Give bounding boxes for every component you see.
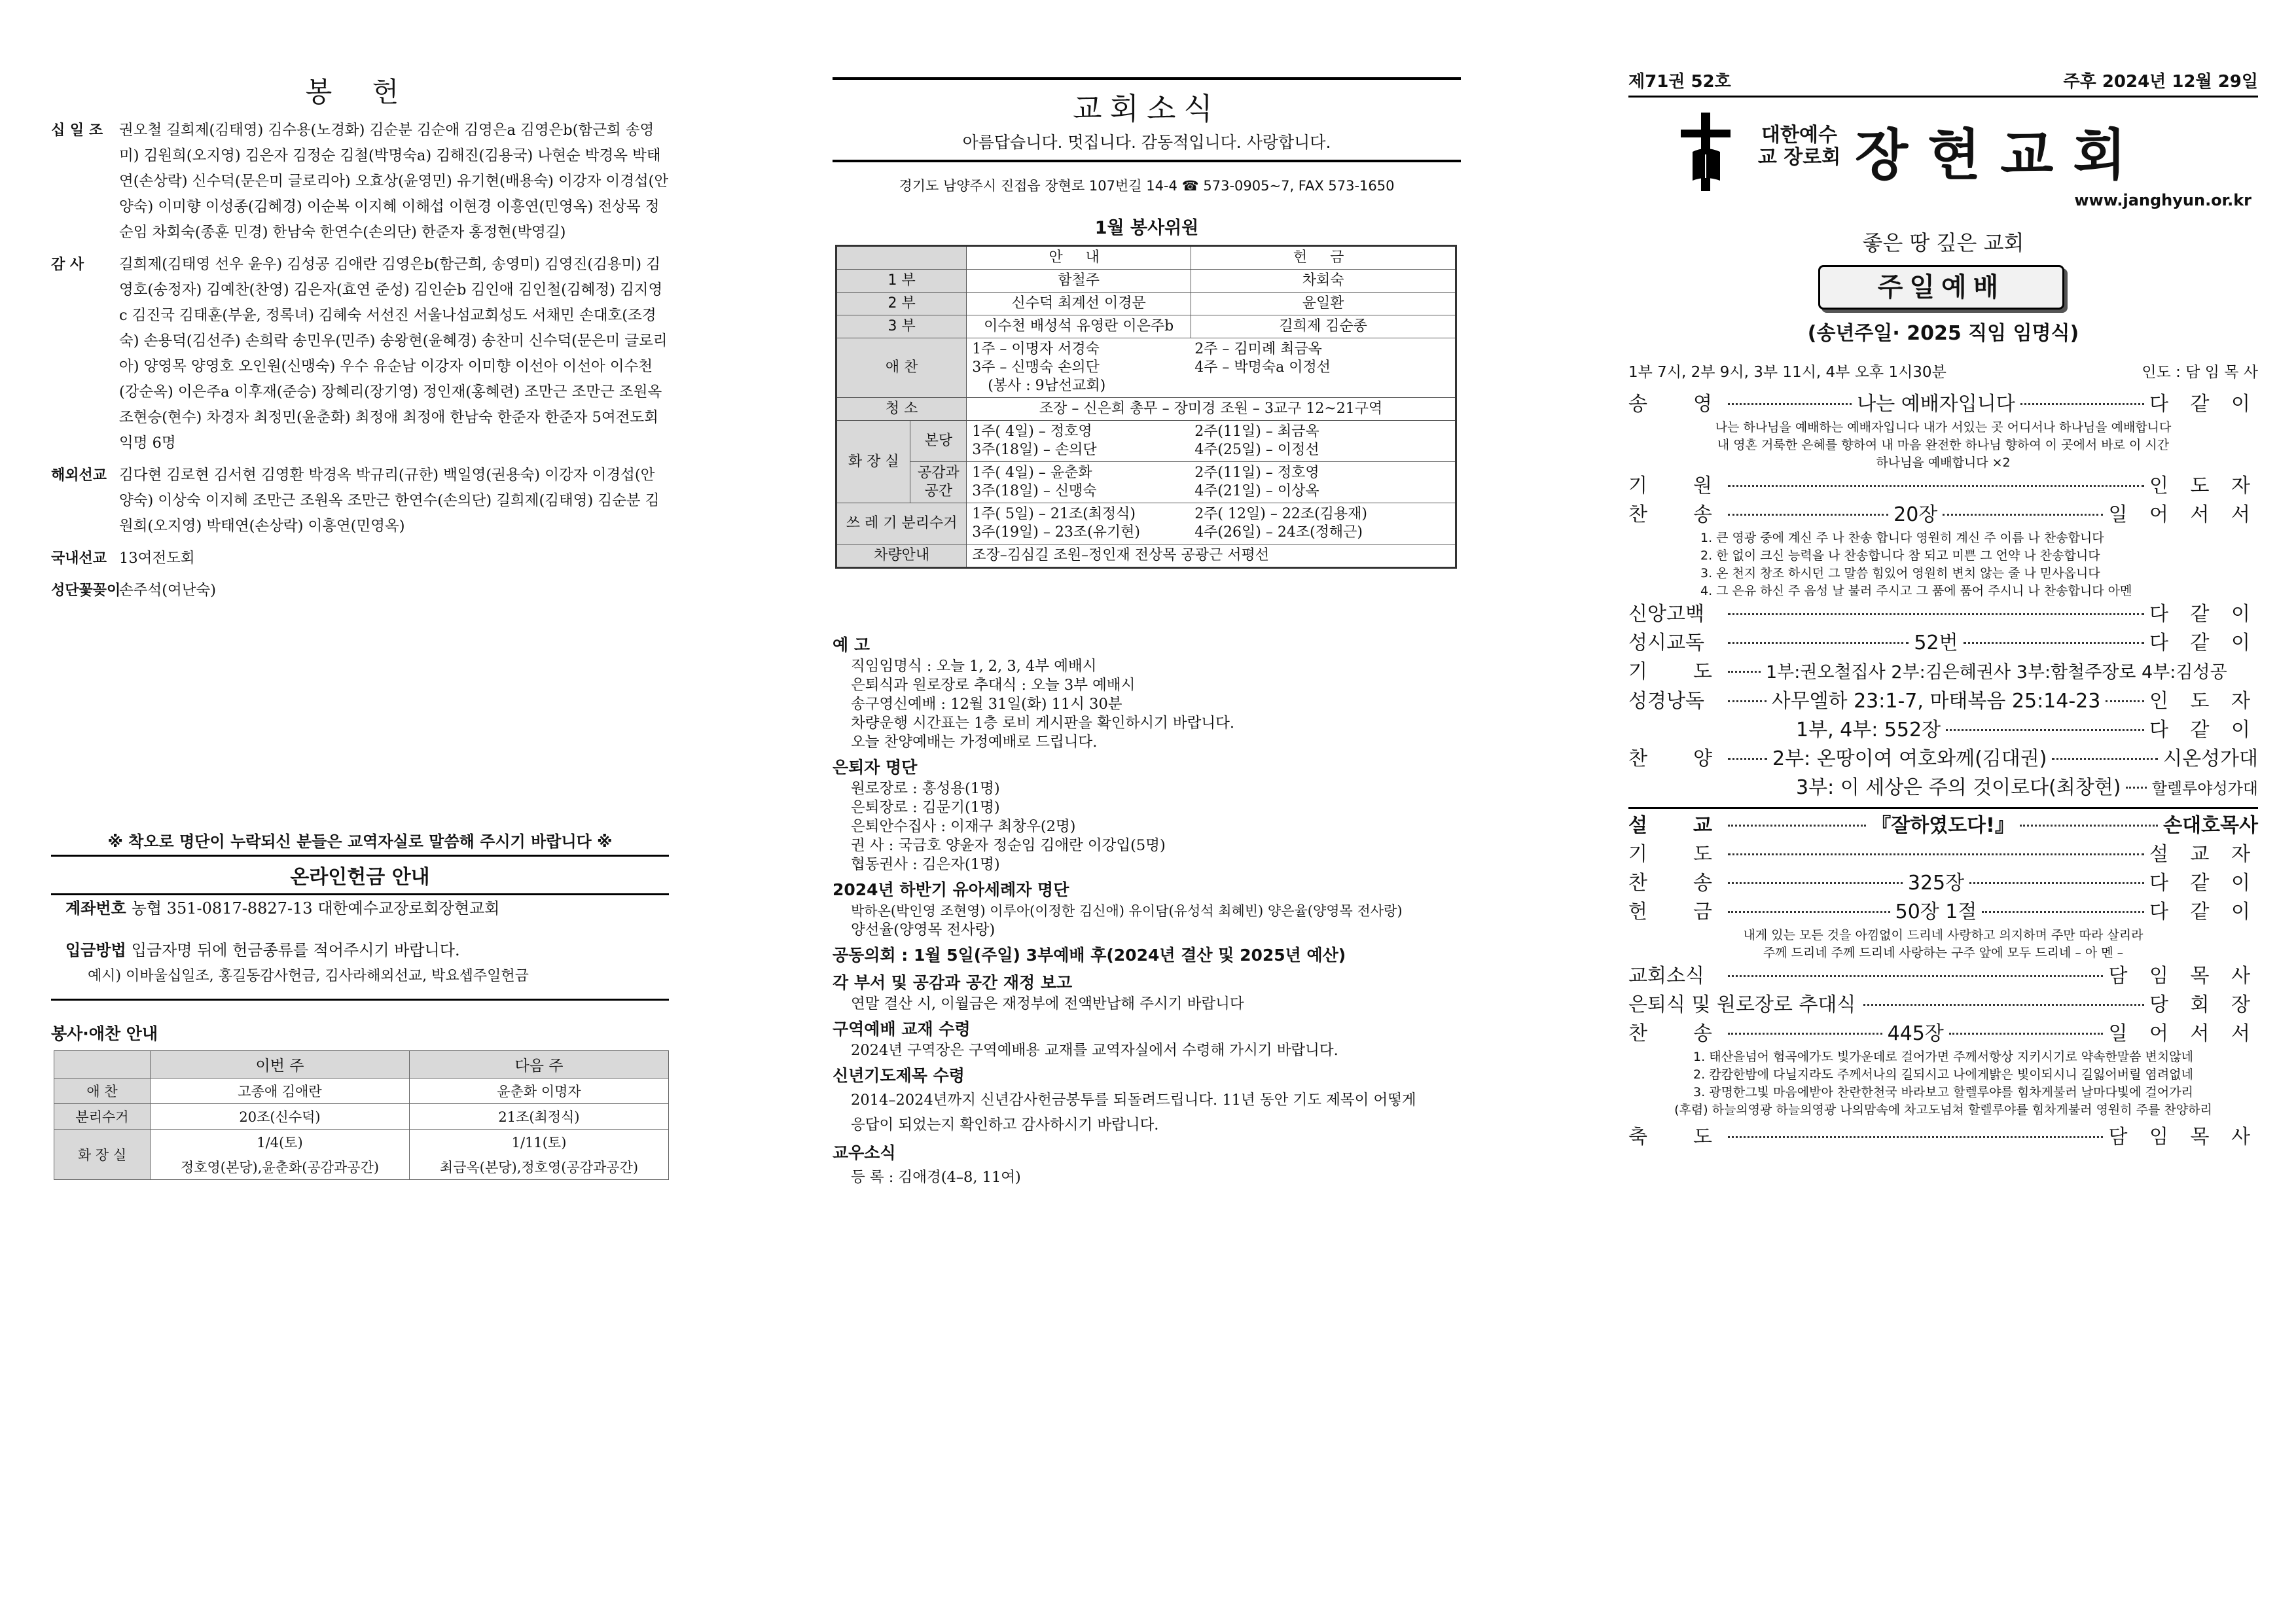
table-header: 다음 주 [410, 1051, 669, 1079]
notice-heading: 각 부서 및 공감과 공간 재정 보고 [833, 973, 1073, 992]
row-label: 분리수거 [54, 1104, 151, 1130]
offering-title: 봉 헌 [305, 76, 415, 108]
row-label: 화 장 실 [54, 1130, 151, 1180]
order-label: 찬 송 [1628, 503, 1712, 526]
offering-tithe [51, 118, 669, 245]
divider [51, 999, 669, 1001]
restroom-week: 3주(18일) – 손의단 [972, 442, 1097, 458]
lyric-line: 3. 광명한그빛 마음에받아 찬란한천국 바라보고 할렐루야를 힘차게불러 날마다빛에 걸어가리 [1693, 1085, 2193, 1099]
cross-logo-icon [1681, 113, 1731, 191]
notice-line: 은퇴식과 원로장로 추대식 : 오늘 3부 예배시 [851, 677, 1136, 694]
restroom-week: 3주(18일) – 신맹숙 [972, 483, 1097, 499]
order-center: 50장 1절 [1895, 901, 1977, 923]
lyric-line: 3. 온 천지 창조 하시던 그 말씀 힘있어 영원히 변치 않는 줄 나 믿사옵니다 [1700, 566, 2100, 580]
notice-item [833, 971, 1461, 1014]
volunteer-table [835, 245, 1457, 569]
order-label: 성경낭독 [1628, 690, 1704, 713]
row-label: 화 장 실 [836, 421, 910, 503]
offering-list [51, 118, 669, 610]
order-label: 성시교독 [1628, 632, 1704, 654]
table-cell: 1/11(토) [410, 1130, 669, 1155]
order-anthem [1628, 774, 2258, 803]
restroom-week: 4주(21일) – 이상옥 [1194, 483, 1319, 499]
notice-heading: 교우소식 [833, 1143, 896, 1162]
restroom-week: 2주(11일) – 최금옥 [1194, 423, 1319, 440]
order-center: 20장 [1893, 503, 1938, 526]
notice-line: 권 사 : 국금호 양윤자 정순임 김애란 이강입(5명) [851, 837, 1166, 854]
order-center: 나는 예배자입니다 [1857, 393, 2015, 416]
order-right: 설 교 자 [2149, 843, 2258, 866]
account-line [65, 895, 661, 921]
order-center: 1부, 4부: 552장 [1796, 719, 1941, 741]
divider [1628, 807, 2258, 809]
order-label: 교회소식 [1628, 965, 1704, 988]
service-times [1628, 360, 2258, 382]
bulletin-cover-column [1628, 0, 2258, 1623]
recycle-week: 1주( 5일) – 21조(최정식) [972, 506, 1136, 522]
service-guide-title: 봉사·애찬 안내 [51, 1024, 158, 1043]
order-right: 다 같 이 [2149, 719, 2258, 741]
order-prayer [1628, 840, 2258, 869]
table-header [54, 1051, 151, 1079]
notice-line: 협동권사 : 김은자(1명) [851, 856, 1000, 873]
table-row [54, 1051, 669, 1079]
notice-heading: 공동의회 : 1월 5일(주일) 3부예배 후(2024년 결산 및 2025년 예산) [833, 946, 1346, 965]
offering-domestic [51, 546, 669, 571]
offering-names: 김다현 김로현 김서현 김영환 박경옥 박규리(규한) 백일영(권용숙) 이강자 이경섭(안양숙) 이상숙 이지혜 조만근 조원옥 조만근 한연수(손의단) 길희제(김태영) 김순분 김원희(오지영) 박태연(손상락) 이흥연(민영옥) [119, 467, 660, 535]
row-label: 쓰 레 기 분리수거 [836, 503, 967, 544]
order-right: 일 어 서 서 [2108, 503, 2258, 526]
order-center: 52번 [1914, 632, 1958, 654]
order-announcements [1628, 962, 2258, 991]
order-creed [1628, 600, 2258, 629]
offering-names: 권오철 길희제(김태영) 김수용(노경화) 김순분 김순애 김영은a 김영은b(함근희 송영미) 김원희(오지영) 김은자 김정순 김철(박명숙a) 김해진(김용국) 나현순 박경옥 박태연(손상락) 신수덕(문은미 글로리아) 오효상(윤영민) 유기현(배용숙) 이강자 이경섭(안양숙) 이미향 이성종(김혜경) 이순복 이지혜 이해섭 이현경 이흥연(민영옥) 전상목 정순임 차회숙(종훈 민경) 한남숙 한연수(손의단) 한준자 홍정현(박영길) [119, 122, 669, 241]
table-row [836, 338, 1456, 398]
order-label: 은퇴식 및 원로장로 추대식 [1628, 993, 1856, 1016]
order-center: 325장 [1907, 872, 1965, 895]
order-benediction [1628, 1123, 2258, 1152]
order-label: 신앙고백 [1628, 603, 1704, 626]
divider [833, 77, 1461, 80]
table-cell: 조장–김심길 조원–정인재 전상목 공광근 서평선 [967, 544, 1456, 568]
aechan-week: 4주 – 박명숙a 이정선 [1194, 359, 1331, 376]
notice-item [833, 1141, 1461, 1190]
order-sermon [1628, 812, 2258, 840]
aechan-week: 2주 – 김미례 최금옥 [1194, 341, 1322, 357]
table-row [836, 503, 1456, 544]
account-label: 계좌번호 [65, 899, 126, 918]
notice-heading: 2024년 하반기 유아세례자 명단 [833, 880, 1069, 899]
order-right: 일 어 서 서 [2108, 1022, 2258, 1045]
volume-number: 제71권 52호 [1628, 72, 1731, 92]
notice-line: 박하온(박인영 조현영) 이루아(이정한 김신애) 유이담(유성석 최혜빈) 양은율(양영목 전사랑) [851, 903, 1403, 919]
denomination: 대한예수교 장로회 [1757, 124, 1841, 169]
order-label: 송 영 [1628, 393, 1712, 416]
notice-item [833, 1018, 1461, 1060]
order-label: 축 도 [1628, 1126, 1712, 1149]
order-right: 담 임 목 사 [2108, 965, 2258, 988]
order-scripture [1628, 687, 2258, 716]
notice-line: 연말 결산 시, 이월금은 재정부에 전액반납해 주시기 바랍니다 [851, 995, 1244, 1012]
restroom-week: 2주(11일) – 정호영 [1194, 465, 1319, 481]
row-label: 3 부 [836, 315, 967, 338]
restroom-week: 4주(25일) – 이정선 [1194, 442, 1319, 458]
offering-column [51, 0, 669, 1623]
notice-item [833, 878, 1461, 940]
service-occasion: (송년주일· 2025 직임 임명식) [1807, 322, 2079, 345]
order-right: 다 같 이 [2149, 872, 2259, 895]
order-center: 『잘하였도다!』 [1871, 814, 2015, 837]
table-cell [967, 338, 1456, 398]
news-column [833, 0, 1461, 1623]
order-invocation [1628, 472, 2258, 501]
lyric-line: 1. 태산을넘어 험곡에가도 빛가운데로 걸어가면 주께서항상 지키시기로 약속한말씀 변치않네 [1693, 1050, 2193, 1064]
offering-label: 십 일 조 [51, 122, 103, 139]
table-cell: 정호영(본당),윤춘화(공감과공간) [151, 1154, 410, 1180]
notice-heading: 예 고 [833, 635, 870, 654]
bulletin-date: 주후 2024년 12월 29일 [2063, 72, 2258, 92]
offering-label: 감 사 [51, 257, 84, 273]
table-cell: 윤춘화 이명자 [410, 1079, 669, 1104]
lyric-line: 내게 있는 모든 것을 아낌없이 드리네 사랑하고 의지하며 주만 따라 살리라 [1743, 928, 2144, 942]
church-address: 경기도 남양주시 진접읍 장현로 107번길 14-4 ☎ 573-0905~7, FAX 573-1650 [899, 178, 1395, 194]
order-label: 찬 송 [1628, 1022, 1712, 1045]
online-offering-title: 온라인헌금 안내 [51, 855, 669, 895]
volunteer-title: 1월 봉사위원 [1094, 218, 1199, 238]
recycle-week: 2주( 12일) – 22조(김용재) [1194, 506, 1367, 522]
lyric-line: 주께 드리네 주께 드리네 사랑하는 구주 앞에 모두 드리네 – 아 멘 – [1763, 946, 2124, 960]
order-offertory [1628, 898, 2258, 927]
table-cell: 신수덕 최계선 이경문 [967, 293, 1191, 315]
order-label: 헌 금 [1628, 901, 1712, 923]
notice-line: 양선율(양영목 전사랑) [851, 921, 996, 938]
table-row [836, 270, 1456, 293]
order-hymn [1628, 501, 2258, 529]
offering-label: 성단꽃꽂이 [51, 582, 121, 599]
service-leader: 인도 : 담 임 목 사 [2142, 364, 2258, 381]
restroom-week: 1주( 4일) – 윤춘화 [972, 465, 1092, 481]
table-row [54, 1130, 669, 1155]
order-right: 담 임 목 사 [2108, 1126, 2258, 1149]
table-cell: 함철주 [967, 270, 1191, 293]
table-cell [967, 503, 1456, 544]
offering-names: 길희제(김태영 선우 윤우) 김성공 김애란 김영은b(함근희, 송영미) 김영진(김용미) 김영호(송정자) 김예찬(찬영) 김은자(효연 준성) 김인순b 김인애 김인철(김혜정) 김지영c 김진국 김태훈(부윤, 정록녀) 김혜숙 서선진 서울나섬교회성도 서채민 손대호(조경숙) 손용덕(김선주) 손희락 송민우(민주) 송왕현(윤혜경) 송찬미 신수덕(문은미 글로리아) 양영목 양영호 오인원(신맹숙) 우수 유순남 이강자 이미향 이선아 이선아 이수천(강순옥) 이은주a 이후재(준승) 장혜리(장기영) 정인재(홍혜련) 조만근 조만근 조원옥 조현승(현수) 차경자 최정민(윤춘화) 최정애 최정애 한남숙 한준자 한준자 5여전도회 익명 6명 [119, 256, 668, 452]
order-label: 기 원 [1628, 474, 1712, 497]
lyric-line: (후렴) 하늘의영광 하늘의영광 나의맘속에 차고도넘쳐 할렐루야를 힘차게불러 영원히 주를 찬양하리 [1674, 1103, 2212, 1117]
table-row [836, 462, 1456, 503]
table-header: 헌 금 [1191, 246, 1456, 270]
offering-names: 손주석(여난숙) [119, 582, 216, 599]
order-right: 다 같 이 [2149, 393, 2258, 416]
recycle-week: 4주(26일) – 24조(정해근) [1194, 524, 1363, 541]
restroom-week: 1주( 4일) – 정호영 [972, 423, 1092, 440]
service-name-banner: 주일예배 [1818, 265, 2064, 310]
table-cell: 1/4(토) [151, 1130, 410, 1155]
table-cell: 윤일환 [1191, 293, 1456, 315]
lyric-line: 나는 하나님을 예배하는 예배자입니다 내가 서있는 곳 어디서나 하나님을 예배합니다 [1715, 420, 2172, 435]
notice-line: 오늘 찬양예배는 가정예배로 드립니다. [851, 734, 1098, 751]
lyric-line: 하나님을 예배합니다 ×2 [1876, 455, 2011, 470]
notice-line: 원로장로 : 홍성용(1명) [851, 780, 1000, 797]
row-label: 2 부 [836, 293, 967, 315]
offering-flowers [51, 578, 669, 603]
table-cell [967, 421, 1456, 462]
offering-label: 국내선교 [51, 550, 107, 567]
order-of-worship [1628, 390, 2258, 1152]
order-praise [1628, 390, 2258, 419]
table-row [836, 421, 1456, 462]
divider [833, 160, 1461, 162]
order-anthem [1628, 745, 2258, 774]
table-cell [967, 462, 1456, 503]
notice-item [833, 633, 1461, 752]
table-header: 안 내 [967, 246, 1191, 270]
table-cell: 고종애 김애란 [151, 1079, 410, 1104]
table-row [54, 1104, 669, 1130]
offering-overseas [51, 463, 669, 539]
notice-heading: 구역예배 교재 수령 [833, 1020, 971, 1039]
order-right: 다 같 이 [2149, 901, 2258, 923]
recycle-week: 3주(19일) – 23조(유기현) [972, 524, 1141, 541]
method-example: 예시) 이바울십일조, 홍길동감사헌금, 김사라해외선교, 박요셉주일헌금 [88, 968, 529, 984]
table-row [836, 398, 1456, 421]
table-row [836, 293, 1456, 315]
notice-line: 직임임명식 : 오늘 1, 2, 3, 4부 예배시 [851, 658, 1097, 675]
order-right: 손대호목사 [2163, 814, 2258, 837]
order-anthem [1628, 716, 2258, 745]
method-label: 입금방법 [65, 941, 126, 959]
order-right: 인 도 자 [2149, 690, 2259, 713]
notice-line: 응답이 되었는지 확인하고 감사하시기 바랍니다. [851, 1116, 1159, 1133]
notice-line: 은퇴안수집사 : 이재구 최창우(2명) [851, 818, 1076, 835]
missing-note: ※ 착오로 명단이 누락되신 분들은 교역자실로 말씀해 주시기 바랍니다 ※ [107, 832, 613, 851]
order-center: 3부: 이 세상은 주의 것이로다(최창현) [1796, 776, 2121, 799]
news-tagline: 아름답습니다. 멋집니다. 감동적입니다. 사랑합니다. [962, 133, 1331, 152]
aechan-week: 3주 – 신맹숙 손의단 [972, 359, 1100, 376]
row-sublabel: 본당 [910, 421, 967, 462]
row-label: 차량안내 [836, 544, 967, 568]
order-retirement [1628, 991, 2258, 1020]
notice-list [833, 630, 1461, 1190]
notice-heading: 은퇴자 명단 [833, 758, 918, 777]
news-title: 교회소식 [1073, 91, 1221, 126]
account-number: 농협 351-0817-8827-13 대한예수교장로회장현교회 [131, 899, 500, 918]
church-url[interactable]: www.janghyun.or.kr [2074, 191, 2251, 209]
order-hymn [1628, 1020, 2258, 1048]
notice-line: 송구영신예배 : 12월 31일(화) 11시 30분 [851, 696, 1122, 713]
order-hymn [1628, 869, 2258, 898]
notice-item [833, 944, 1461, 967]
table-cell: 20조(신수덕) [151, 1104, 410, 1130]
divider [1628, 96, 2258, 98]
order-label: 기 도 [1628, 843, 1712, 866]
order-right: 다 같 이 [2149, 632, 2259, 654]
order-responsive [1628, 629, 2258, 658]
aechan-week: 1주 – 이명자 서경숙 [972, 341, 1100, 357]
table-row [836, 246, 1456, 270]
notice-line: 차량운행 시간표는 1층 로비 게시판을 확인하시기 바랍니다. [851, 715, 1235, 732]
order-right: 할렐루야성가대 [2151, 779, 2258, 798]
row-label: 1 부 [836, 270, 967, 293]
order-prayer [1628, 658, 2258, 687]
service-times-text: 1부 7시, 2부 9시, 3부 11시, 4부 오후 1시30분 [1628, 364, 1946, 381]
table-header [836, 246, 967, 270]
order-label: 찬 송 [1628, 872, 1712, 895]
table-row [836, 315, 1456, 338]
table-cell: 길희제 김순종 [1191, 315, 1456, 338]
table-cell: 차회숙 [1191, 270, 1456, 293]
lyric-line: 2. 캄캄한밤에 다닐지라도 주께서나의 길되시고 나에게밝은 빛이되시니 길잃어버릴 염려없네 [1693, 1067, 2193, 1082]
method-text: 입금자명 뒤에 헌금종류를 적어주시기 바랍니다. [131, 941, 460, 959]
table-header: 이번 주 [151, 1051, 410, 1079]
order-center: 사무엘하 23:1-7, 마태복음 25:14-23 [1771, 690, 2101, 713]
row-sublabel: 공감과 공간 [910, 462, 967, 503]
notice-line: 2024년 구역장은 구역예배용 교재를 교역자실에서 수령해 가시기 바랍니다. [851, 1042, 1338, 1059]
table-row [54, 1079, 669, 1104]
order-right: 다 같 이 [2149, 603, 2258, 626]
order-label: 설 교 [1628, 814, 1712, 837]
order-label: 기 도 [1628, 660, 1712, 683]
notice-line: 은퇴장로 : 김문기(1명) [851, 799, 1000, 816]
lyric-line: 1. 큰 영광 중에 계신 주 나 찬송 합니다 영원히 계신 주 이름 나 찬송합니다 [1700, 531, 2104, 545]
lyric-line: 2. 한 없이 크신 능력을 나 찬송합니다 참 되고 미쁜 그 언약 나 찬송합니다 [1700, 548, 2100, 563]
table-cell: 21조(최정식) [410, 1104, 669, 1130]
table-row [836, 544, 1456, 568]
lyric-line: 4. 그 은유 하신 주 음성 날 불러 주시고 그 품에 품어 주시니 나 찬송합니다 아멘 [1700, 584, 2132, 598]
order-right: 당 회 장 [2149, 993, 2258, 1016]
notice-item [833, 756, 1461, 874]
notice-line: 등 록 : 김애경(4–8, 11여) [851, 1169, 1021, 1186]
notice-line: 2014–2024년까지 신년감사헌금봉투를 되돌려드립니다. 11년 동안 기도 제목이 어떻게 [851, 1092, 1416, 1109]
online-offering-box [65, 895, 661, 990]
row-label: 청 소 [836, 398, 967, 421]
order-right: 시온성가대 [2163, 747, 2258, 770]
row-label: 애 찬 [836, 338, 967, 398]
order-label: 찬 양 [1628, 747, 1712, 770]
offering-names: 13여전도회 [119, 550, 195, 567]
notice-heading: 신년기도제목 수령 [833, 1066, 965, 1085]
order-center: 445장 [1887, 1022, 1944, 1045]
method-line [65, 937, 661, 963]
order-right: 인 도 자 [2149, 474, 2258, 497]
offering-thanks [51, 252, 669, 456]
notice-item [833, 1064, 1461, 1137]
table-cell: 최금옥(본당),정호영(공감과공간) [410, 1154, 669, 1180]
lyric-line: 내 영혼 거룩한 은혜를 향하여 내 마음 완전한 하나님 향하여 이 곳에서 바로 이 시간 [1717, 438, 2170, 452]
offering-label: 해외선교 [51, 467, 107, 484]
aechan-note: (봉사 : 9남선교회) [988, 378, 1106, 394]
church-motto: 좋은 땅 깊은 교회 [1862, 230, 2024, 255]
order-center: 1부:권오철집사 2부:김은혜권사 3부:함철주장로 4부:김성공 [1766, 662, 2227, 683]
table-cell: 이수천 배성석 유영란 이은주b [967, 315, 1191, 338]
table-cell: 조장 – 신은희 총무 – 장미경 조원 – 3교구 12~21구역 [967, 398, 1456, 421]
service-guide-table [54, 1050, 669, 1180]
row-label: 애 찬 [54, 1079, 151, 1104]
order-center: 2부: 온땅이여 여호와께(김대권) [1772, 747, 2047, 770]
church-name: 장현교회 [1855, 123, 2146, 187]
